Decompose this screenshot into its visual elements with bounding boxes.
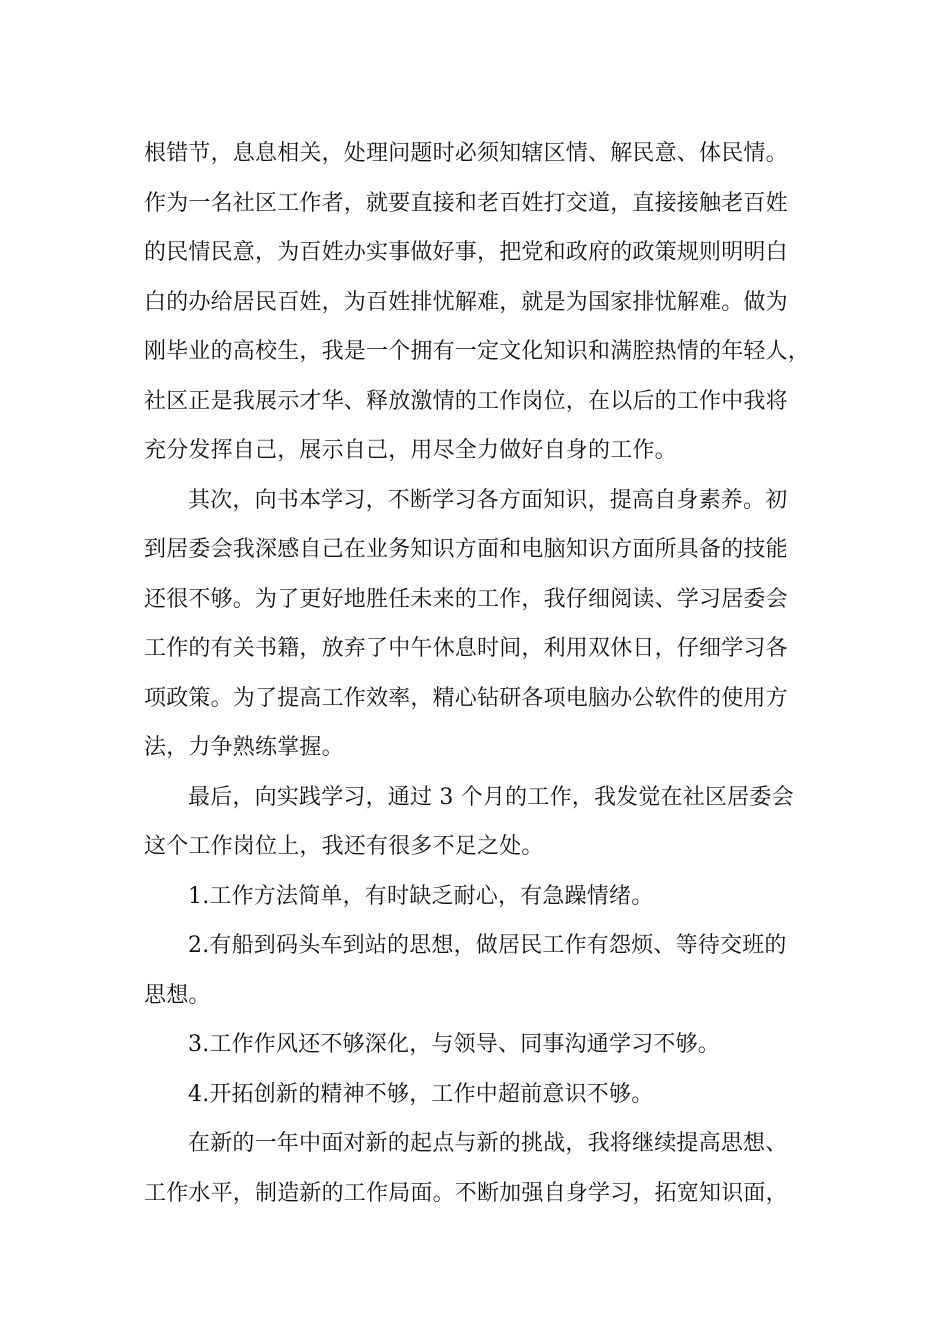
- document-body: [144, 129, 809, 1218]
- paragraph-first-line: 最后，向实践学习，通过 3 个月的工作，我发觉在社区居委会: [188, 784, 794, 810]
- list-item-4: 4.开拓创新的精神不够，工作中超前意识不够。: [188, 1081, 654, 1107]
- text-line: 思想。: [144, 982, 211, 1008]
- paragraph-first-line: 在新的一年中面对新的起点与新的挑战，我将继续提高思想、: [188, 1131, 788, 1156]
- list-item-2: 2.有船到码头车到站的思想，做居民工作有怨烦、等待交班的: [188, 933, 787, 958]
- text-line: 还很不够。为了更好地胜任未来的工作，我仔细阅读、学习居委会: [144, 586, 788, 612]
- text-line: 白的办给居民百姓，为百姓排忧解难，就是为国家排忧解难。做为: [144, 289, 788, 315]
- list-item-3: 3.工作作风还不够深化，与领导、同事沟通学习不够。: [188, 1032, 720, 1057]
- text-line: 到居委会我深感自己在业务知识方面和电脑知识方面所具备的技能: [144, 537, 788, 562]
- text-line: 根错节，息息相关，处理问题时必须知辖区情、解民意、体民情。: [144, 141, 788, 166]
- paragraph-first-line: 其次，向书本学习，不断学习各方面知识，提高自身素养。初: [188, 487, 788, 513]
- text-line: 工作的有关书籍，放弃了中午休息时间，利用双休日，仔细学习各: [144, 636, 788, 661]
- text-line: 的民情民意，为百姓办实事做好事，把党和政府的政策规则明明白: [144, 240, 788, 265]
- list-item-1: 1.工作方法简单，有时缺乏耐心，有急躁情绪。: [188, 883, 654, 909]
- text-line: 刚毕业的高校生，我是一个拥有一定文化知识和满腔热情的年轻人，: [144, 339, 811, 364]
- text-line: 作为一名社区工作者，就要直接和老百姓打交道，直接接触老百姓: [144, 190, 788, 216]
- text-line: 充分发挥自己，展示自己，用尽全力做好自身的工作。: [144, 438, 677, 463]
- text-line: 社区正是我展示才华、释放激情的工作岗位，在以后的工作中我将: [144, 388, 788, 414]
- text-line: 法，力争熟练掌握。: [144, 735, 344, 760]
- text-line: 工作水平，制造新的工作局面。不断加强自身学习，拓宽知识面，: [144, 1180, 788, 1206]
- text-line: 这个工作岗位上，我还有很多不足之处。: [144, 834, 544, 859]
- text-line: 项政策。为了提高工作效率，精心钻研各项电脑办公软件的使用方: [144, 685, 788, 711]
